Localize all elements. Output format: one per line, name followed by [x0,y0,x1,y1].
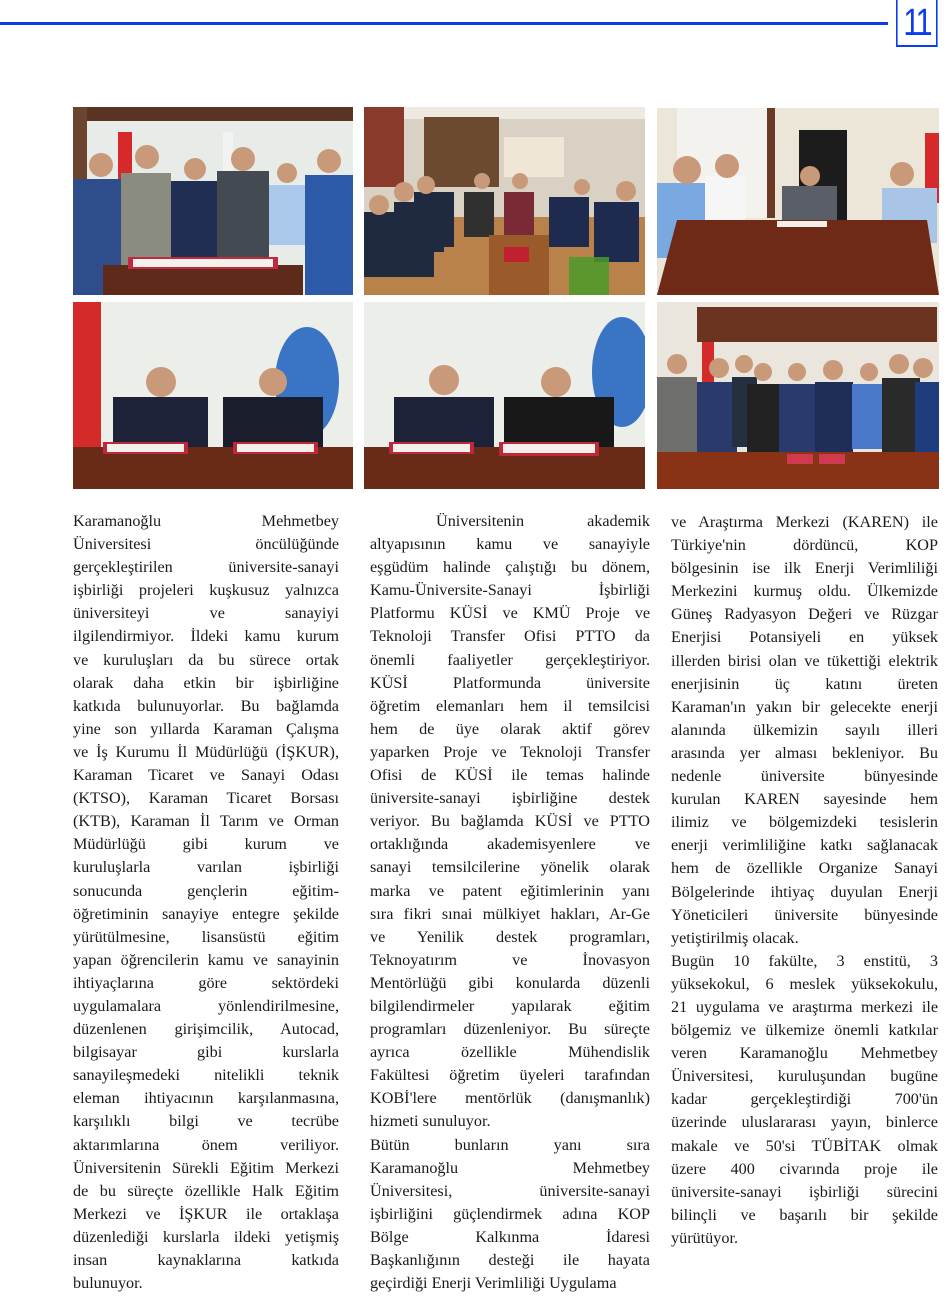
text-line: altyapısının kamu ve sanayiyle [370,535,650,554]
text-line: üniversite-sanayi işbirliği sürecini [671,1182,938,1201]
text-line: Fakültesi öğretim üyeleri tarafından [370,1066,650,1085]
text-line: ihtiyaçlarına göre sektördeki [73,973,339,992]
text-line: eşgüdüm halinde çalıştığı bu dönem, [370,558,650,577]
text-line: yürütüyor. [671,1228,738,1247]
article-column-3 [671,511,938,1250]
text-line: aktarımlarına önem veriliyor. [73,1135,339,1154]
text-line: işbirliğini güçlendirmek adına KOP [370,1204,650,1223]
text-line: üzere 400 civarında proje ile [671,1159,938,1178]
text-line: enerjisinin üç katını üreten [671,674,938,693]
text-line: Bölge Kalkınma İdaresi [370,1227,650,1246]
text-line: düzenlenen girişimcilik, Autocad, [73,1020,339,1039]
text-line: Müdürlüğü gibi kurum ve [73,835,339,854]
text-line: ayrıca özellikle Mühendislik [370,1043,650,1062]
text-line: Karaman'ın yakın bir gelecekte enerji [671,697,938,716]
text-line: Enerjisi Potansiyeli en yüksek [671,628,938,647]
text-line: illerden birisi olan ve tükettiği elektrik [671,651,938,670]
text-line: Bugün 10 fakülte, 3 enstitü, 3 [671,951,938,970]
article-column-1 [73,510,339,1295]
photo-image [657,302,939,489]
text-line: Üniversitesi, kuruluşundan bugüne [671,1067,938,1086]
text-line: Teknoyatırım ve İnovasyon [370,950,650,969]
text-line: Türkiye'nin dördüncü, KOP [671,536,938,555]
text-line: KÜSİ Platformunda üniversite [370,673,650,692]
text-line: Kamu-Üniversite-Sanayi İşbirliği [370,581,650,600]
text-line: KOBİ'lere mentörlük (danışmanlık) [370,1089,650,1108]
text-line: bölgesinin ise ilk Enerji Verimliliği [671,559,938,578]
text-line: Üniversitenin Sürekli Eğitim Merkezi [73,1158,339,1177]
text-line: yetiştirilmiş olacak. [671,928,799,947]
text-line: sıra fikri sınai mülkiyet hakları, Ar-Ge [370,904,650,923]
text-line: üniversite-sanayi işbirliğine destek [370,789,650,808]
text-line: öğretiminin sanayiye entegre şekilde [73,904,339,923]
text-line: bilinçli ve başarılı bir şekilde [671,1205,938,1224]
text-line: ve İş Kurumu İl Müdürlüğü (İŞKUR), [73,742,339,761]
text-line: Platformu KÜSİ ve KMÜ Proje ve [370,604,650,623]
text-line: bilgilendirmeler yapılarak eğitim [370,996,650,1015]
text-line: Karamanoğlu Mehmetbey [73,512,339,530]
text-line: makale ve 50'si TÜBİTAK olmak [671,1136,938,1155]
photo-image [657,108,939,295]
text-line: Üniversitesi öncülüğünde [73,535,339,554]
text-line: veriyor. Bu bağlamda KÜSİ ve PTTO [370,812,650,831]
photo-image [364,107,645,295]
text-line: hem de özellikle Organize Sanayi [671,859,938,878]
text-line: veren Karamanoğlu Mehmetbey [671,1044,938,1063]
text-line: eleman ihtiyacının karşılanmasına, [73,1089,339,1108]
text-line: ve Yenilik destek programları, [370,927,650,946]
text-line: üniversiteyi ve sanayiyi [73,604,339,623]
text-line: sanayi temsilcilerine yönelik olarak [370,858,650,877]
photo-table-signing [657,108,939,295]
text-line: nedenle üniversite bünyesinde [671,767,938,786]
header-rule [0,22,888,25]
text-line: (KTSO), Karaman Ticaret Borsası [73,789,339,808]
photo-image [73,302,353,489]
text-line: yaparken Proje ve Teknoloji Transfer [370,742,650,761]
text-line: Merkezi ve İŞKUR ile ortaklaşa [73,1204,339,1223]
text-line: Bölgelerinde ihtiyaç duyulan Enerji [671,882,938,901]
text-line: Yöneticileri üniversite bünyesinde [671,905,938,924]
text-line: karşılıklı bilgi ve tecrübe [73,1112,339,1131]
text-line: Mentörlüğü gibi konularda düzenli [370,973,650,992]
photo-protocol-signing-2 [364,302,645,489]
text-line: Karaman Ticaret ve Sanayi Odası [73,766,339,785]
text-line: kadar gerçekleştirdiği 700'ün [671,1090,938,1109]
text-line: insan kaynaklarına katkıda [73,1251,339,1269]
text-line: marka ve patent eğitimlerinin yanı [370,881,650,900]
text-line: ilgilendirmiyor. İldeki kamu kurum [73,627,339,646]
text-line: düzenlediği kurslarla ildeki yetişmiş [73,1227,339,1246]
text-line: geçirdiği Enerji Verimliliği Uygulama [370,1274,617,1293]
text-line: bölgemiz ve ülkemize önemli katkılar [671,1021,938,1040]
photo-group-signing [73,107,353,295]
text-line: öğretim elemanları hem il temsilcisi [370,696,650,715]
text-line: alanında ülkemizin sayılı illeri [671,720,938,739]
text-line: Bütün bunların yanı sıra [370,1135,650,1154]
text-line: enerji verimliliğine katkı sağlanacak [671,836,938,855]
text-line: Üniversitesi, üniversite-sanayi [370,1181,650,1200]
text-line: Başkanlığının desteği ile hayata [370,1251,650,1269]
text-line: yapan öğrencilerin kamu ve sanayinin [73,950,339,969]
text-line: bilgisayar gibi kurslarla [73,1043,339,1062]
text-line: olarak daha etkin bir işbirliğine [73,673,339,692]
article-column-2 [370,510,650,1295]
photo-image [73,107,353,295]
text-line: Karamanoğlu Mehmetbey [370,1158,650,1177]
text-line: katkıda bulunuyorlar. Bu bağlamda [73,696,339,715]
text-line: Güneş Radyasyon Değeri ve Rüzgar [671,605,938,624]
photo-office-meeting [364,107,645,295]
text-line: programları düzenleniyor. Bu süreçte [370,1020,650,1039]
text-line: Üniversitenin akademik [436,512,650,530]
text-line: yine son yıllarda Karaman Çalışma [73,719,339,738]
text-line: işbirliği projeleri kuşkusuz yalnızca [73,581,339,600]
text-line: gerçekleştirilen üniversite-sanayi [73,558,339,577]
text-line: Ofisi de KÜSİ ile temas halinde [370,766,650,785]
page-number: 11 [896,0,938,47]
text-line: ilimiz ve bölgemizdeki tesislerin [671,813,938,832]
text-line: Merkezini kurmuş oldu. Ülkemizde [671,582,938,601]
text-line: yüksekokul, 6 meslek yüksekokulu, [671,974,938,993]
text-line: de bu süreçte özellikle Halk Eğitim [73,1181,339,1200]
text-line: bulunuyor. [73,1274,143,1293]
text-line: yürütülmesine, lisansüstü eğitim [73,927,339,946]
text-line: Teknoloji Transfer Ofisi PTTO da [370,627,650,646]
text-line: hizmeti sunuluyor. [370,1112,491,1131]
text-line: sonucunda gençlerin eğitim- [73,881,339,900]
text-line: sanayileşmedeki nitelikli teknik [73,1066,339,1085]
text-line: ortaklığında akademisyenlere ve [370,835,650,854]
text-line: kuruluşlarla varılan işbirliği [73,858,339,877]
text-line: hem de üye olarak aktif görev [370,719,650,738]
text-line: kurulan KAREN sayesinde hem [671,790,938,809]
text-line: önemli faaliyetler gerçekleştiriyor. [370,650,650,669]
text-line: (KTB), Karaman İl Tarım ve Orman [73,812,339,831]
text-line: arasında yer alması bekleniyor. Bu [671,743,938,762]
photo-group-ten-people [657,302,939,489]
text-line: ve Araştırma Merkezi (KAREN) ile [671,513,938,531]
text-line: uygulamalara yönlendirilmesine, [73,996,339,1015]
photo-protocol-signing-1 [73,302,353,489]
text-line: 21 uygulama ve araştırma merkezi ile [671,997,938,1016]
photo-image [364,302,645,489]
text-line: üzerinde uluslararası yayın, binlerce [671,1113,938,1132]
text-line: ve kuruluşları da bu sürece ortak [73,650,339,669]
